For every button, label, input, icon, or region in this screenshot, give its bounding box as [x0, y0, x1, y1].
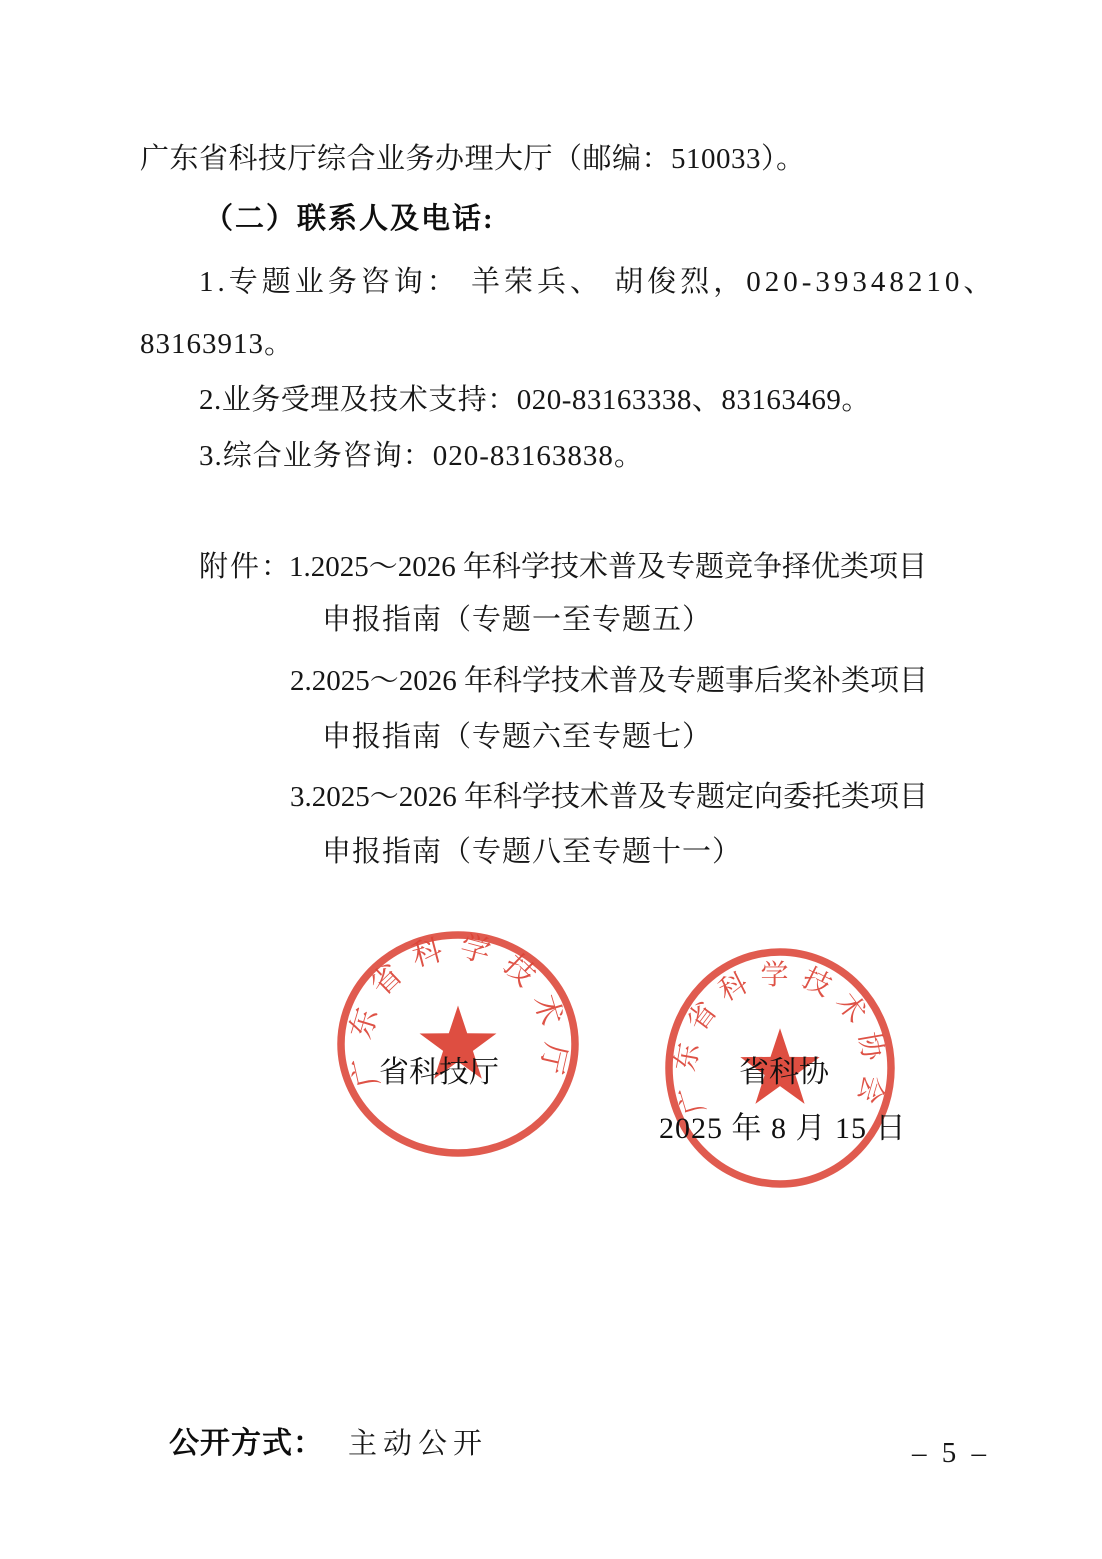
attachment-3-line-2: 申报指南（专题八至专题十一）	[322, 836, 743, 868]
attachment-1-line-1: 1.2025～2026 年科学技术普及专题竞争择优类项目	[289, 551, 928, 583]
section-heading: （二）联系人及电话:	[204, 203, 495, 235]
intro-line: 广东省科技厅综合业务办理大厅（邮编：510033）。	[140, 143, 806, 175]
publish-method-label: 公开方式：	[169, 1426, 324, 1460]
page-number: – 5 –	[912, 1437, 990, 1469]
left-seal-ring-text: 广东省科学技术厅	[343, 930, 573, 1091]
publish-method-line	[140, 1391, 488, 1497]
attachment-1-line-2: 申报指南（专题一至专题五）	[322, 604, 713, 636]
right-seal-ring-text: 广东省科学技术协会	[670, 959, 890, 1118]
attachments-label: 附件：	[199, 551, 293, 583]
contact-item-1-line-2: 83163913。	[140, 328, 295, 360]
attachment-3-line-1: 3.2025～2026 年科学技术普及专题定向委托类项目	[290, 781, 929, 813]
left-official-seal-icon	[336, 930, 580, 1158]
contact-item-2: 2.业务受理及技术支持：020-83163338、83163469。	[199, 384, 871, 416]
publish-method-value: 主动公开	[348, 1427, 489, 1460]
attachment-2-line-1: 2.2025～2026 年科学技术普及专题事后奖补类项目	[290, 665, 929, 697]
contact-item-3: 3.综合业务咨询：020-83163838。	[199, 440, 644, 472]
contact-item-1-line-1: 1.专题业务咨询： 羊荣兵、 胡俊烈，020-39348210、	[199, 266, 997, 298]
attachment-2-line-2: 申报指南（专题六至专题七）	[322, 721, 713, 753]
left-seal-org-label: 省科技厅	[379, 1056, 499, 1089]
right-seal-org-label: 省科协	[739, 1056, 829, 1089]
document-date: 2025 年 8 月 15 日	[659, 1112, 907, 1145]
